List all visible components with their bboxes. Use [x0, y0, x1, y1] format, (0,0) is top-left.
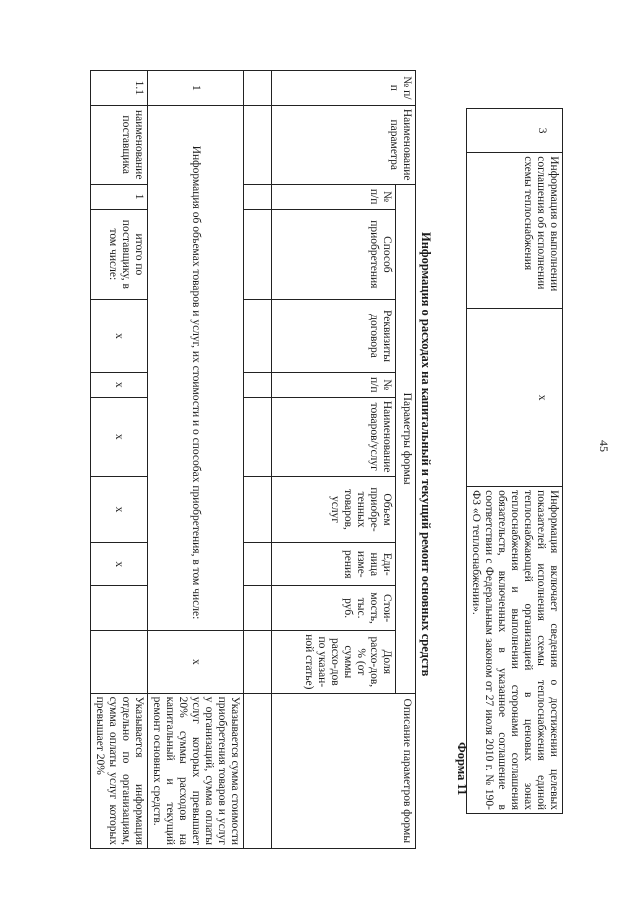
row11-description: Указывается информация отдельно по организациям, сумма оплаты услуг которых превышает 20% [91, 693, 148, 848]
sub-header-cost: Стои-мость, тыс. руб. [272, 586, 396, 631]
row11-mark-contract: x [91, 300, 148, 373]
sub-header-volume: Объем приобре-тенных товаров, услуг [272, 476, 396, 543]
top-table [466, 108, 563, 814]
col-header-form-params: Параметры формы [396, 184, 416, 693]
row11-mark-unit: x [91, 543, 148, 586]
row1-mark: x [148, 631, 244, 694]
sub-header-goods: Наименование товаров/услуг [272, 397, 396, 476]
sub-header-method: Способ приобретения [272, 209, 396, 300]
row11-name: наименование поставщика [91, 105, 148, 184]
row11-num: 1.1 [91, 71, 148, 106]
col-header-description: Описание параметров формы [272, 693, 416, 848]
sub-header-contract: Реквизиты договора [272, 300, 396, 373]
col-header-param-name: Наименование параметра [272, 105, 416, 184]
sub-header-num2: № п/п [272, 372, 396, 397]
col-header-num: № п/п [272, 71, 416, 106]
row11-mark-num2: x [91, 372, 148, 397]
top-row-mark: x [467, 309, 563, 487]
sub-header-num: № п/п [272, 184, 396, 209]
sub-header-unit: Еди-ница изме-рения [272, 543, 396, 586]
sub-header-share: Доля расхо-дов, % (от суммы расхо-дов по указан-ной статье) [272, 631, 396, 694]
top-row-num: 3 [467, 109, 563, 153]
top-row-name: Информация о выполнении соглашения об исполнении схемы теплоснабжения [467, 153, 563, 309]
page-number: 45 [597, 440, 611, 452]
top-row-description: Информация включает сведения о достижении целевых показателей исполнения схемы теплоснабжения единой теплоснабжающей организацией в ценовых зонах теплоснабжения и выполнении сторонами соглашения обязательств, включенных в указанное соглашение в соответствии с Федеральным законом от 27 июля 2010 г. № 190-ФЗ «О теплоснабжении». [467, 487, 563, 814]
row11-total: итого по поставщику, в том числе: [91, 209, 148, 300]
row11-mark-volume: x [91, 476, 148, 543]
form-label: Форма 11 [455, 742, 469, 796]
row11-mark-goods: x [91, 397, 148, 476]
row11-sub-num: 1 [91, 184, 148, 209]
form-title: Информация о расходах на капитальный и текущий ремонт основных средств [419, 232, 433, 677]
row1-num: 1 [148, 71, 244, 106]
row1-text: Информация об объемах товаров и услуг, их стоимости и о способах приобретения, в том числе: [148, 105, 244, 630]
form-table [90, 70, 416, 849]
row1-description: Указывается сумма стоимости приобретения товаров и услуг у организаций, сумма оплаты услуг которых превышает 20% суммы расходов на капитальный и текущий ремонт основных средств. [148, 693, 244, 848]
